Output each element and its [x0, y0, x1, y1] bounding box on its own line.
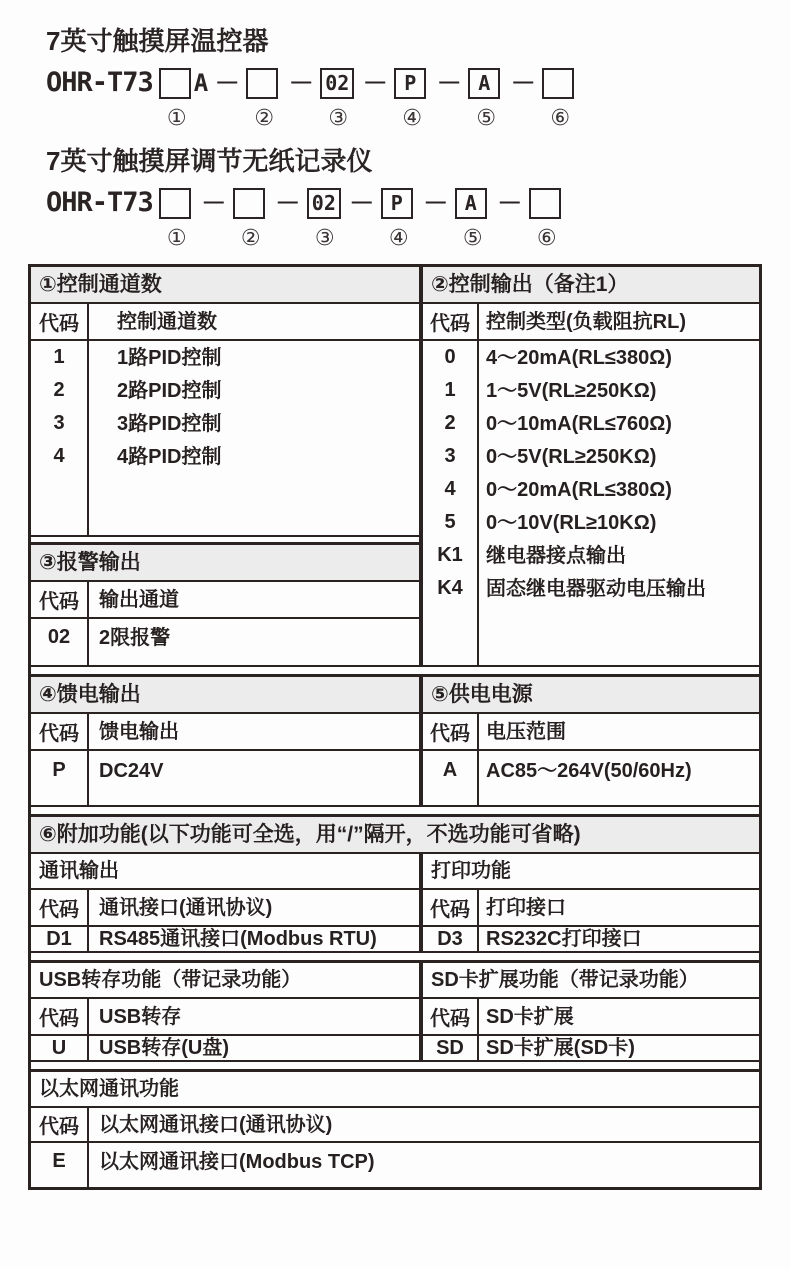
dash-separator: —	[291, 71, 312, 93]
empty-filler-row	[423, 605, 759, 665]
code-cell: 3	[31, 407, 89, 440]
panel-power-supply	[423, 674, 759, 805]
desc-header-cell: 通讯接口(通讯协议)	[99, 896, 273, 919]
section-gap	[31, 807, 759, 814]
code-header-cell: 代码	[31, 890, 89, 925]
panel-control-channels	[31, 267, 423, 665]
table-row	[423, 506, 759, 539]
desc-cell: 4路PID控制	[117, 445, 222, 468]
table-header-row	[423, 304, 759, 341]
product-title-1: 7英寸触摸屏温控器	[46, 26, 269, 56]
table-header-row	[31, 890, 419, 927]
section-6-band: ⑥附加功能(以下功能可全选，用“/”隔开，不选功能可省略)	[31, 814, 759, 854]
code-header-cell: 代码	[31, 304, 89, 339]
section-comm-print	[31, 854, 759, 953]
table-row	[31, 751, 419, 805]
code-header-cell: 代码	[31, 582, 89, 617]
table-row	[423, 927, 759, 951]
desc-cell: 2限报警	[99, 627, 171, 649]
model-box-3: 02	[320, 68, 354, 99]
table-row	[423, 539, 759, 572]
table-row	[423, 374, 759, 407]
sd-function-subheader: SD卡扩展功能（带记录功能）	[423, 963, 759, 999]
model-segment-1	[159, 186, 195, 250]
code-cell: 3	[423, 440, 479, 473]
section-4-band: ④馈电输出	[31, 674, 419, 714]
table-header-row	[31, 304, 419, 341]
panel-print-function	[423, 854, 759, 951]
table-row	[423, 1036, 759, 1060]
section-3-band: ③报警输出	[31, 542, 419, 582]
segment-marker-2: ②	[240, 225, 261, 250]
dash-separator: —	[365, 71, 386, 93]
desc-cell: AC85～264V(50/60Hz)	[486, 760, 692, 782]
segment-marker-5: ⑤	[476, 105, 497, 130]
code-cell: 1	[423, 374, 479, 407]
segment-marker-6: ⑥	[550, 105, 571, 130]
code-cell: K1	[423, 539, 479, 572]
table-row	[423, 751, 759, 805]
table-row	[31, 341, 419, 374]
table-row	[31, 374, 419, 407]
empty-filler-row	[31, 473, 419, 537]
model-box-6	[529, 188, 561, 219]
code-header-cell: 代码	[423, 714, 479, 749]
code-cell: A	[423, 751, 479, 805]
table-header-row	[31, 582, 419, 619]
dash-separator: —	[351, 191, 372, 213]
ordering-code-table	[28, 264, 762, 1190]
desc-cell: USB转存(U盘)	[99, 1037, 229, 1059]
section-control	[31, 267, 759, 667]
table-header-row	[31, 999, 419, 1036]
code-cell: D1	[31, 927, 89, 951]
section-usb-sd	[31, 960, 759, 1062]
table-row	[31, 927, 419, 951]
model-box-suffix: A	[193, 69, 209, 97]
dash-separator: —	[277, 191, 298, 213]
section-gap	[31, 667, 759, 674]
desc-header-cell: 以太网通讯接口(通讯协议)	[99, 1113, 333, 1136]
table-row	[423, 572, 759, 605]
segment-marker-2: ②	[254, 105, 275, 130]
dash-separator: —	[513, 71, 534, 93]
desc-cell: 3路PID控制	[117, 412, 222, 435]
model-segment-3	[307, 186, 343, 250]
desc-cell: 4～20mA(RL≤380Ω)	[486, 346, 672, 369]
desc-cell: RS232C打印接口	[486, 928, 642, 950]
desc-cell: 2路PID控制	[117, 379, 222, 402]
desc-header-cell: 电压范围	[486, 720, 566, 743]
model-segment-4	[394, 66, 430, 130]
desc-cell: 0～10V(RL≥10KΩ)	[486, 511, 657, 534]
section-1-band: ①控制通道数	[31, 267, 419, 304]
model-segment-1	[159, 66, 208, 130]
desc-header-cell: 馈电输出	[99, 720, 179, 743]
code-cell: SD	[423, 1036, 479, 1060]
model-segment-5	[468, 66, 504, 130]
model-box-4: P	[381, 188, 413, 219]
model-code-row-1	[46, 66, 790, 130]
model-prefix: OHR-T73	[46, 67, 153, 98]
dash-separator: —	[217, 71, 238, 93]
model-box-3: 02	[307, 188, 341, 219]
code-cell: E	[31, 1143, 89, 1187]
code-cell: 02	[31, 619, 89, 665]
segment-marker-4: ④	[388, 225, 409, 250]
panel-feed-output	[31, 674, 423, 805]
code-cell: 2	[423, 407, 479, 440]
table-row	[31, 440, 419, 473]
model-segment-6	[542, 66, 578, 130]
code-cell: 2	[31, 374, 89, 407]
code-cell: U	[31, 1036, 89, 1060]
dash-separator: —	[439, 71, 460, 93]
product-title-2: 7英寸触摸屏调节无纸记录仪	[46, 146, 373, 176]
table-header-row	[423, 714, 759, 751]
desc-cell: RS485通讯接口(Modbus RTU)	[99, 928, 377, 950]
code-cell: K4	[423, 572, 479, 605]
model-box-5: A	[455, 188, 487, 219]
segment-marker-4: ④	[402, 105, 423, 130]
section-2-band: ②控制输出（备注1）	[423, 267, 759, 304]
code-cell: P	[31, 751, 89, 805]
table-row	[423, 407, 759, 440]
desc-cell: 继电器接点输出	[486, 544, 626, 567]
desc-cell: 0～20mA(RL≤380Ω)	[486, 478, 672, 501]
header-area	[46, 24, 790, 250]
desc-header-cell: 打印接口	[486, 896, 566, 919]
table-row	[31, 407, 419, 440]
desc-header-cell: USB转存	[99, 1005, 182, 1028]
segment-marker-1: ①	[166, 225, 187, 250]
desc-cell: 固态继电器驱动电压输出	[486, 577, 706, 600]
model-segment-5	[455, 186, 491, 250]
section-5-band: ⑤供电电源	[423, 674, 759, 714]
code-cell: 4	[423, 473, 479, 506]
section-gap	[31, 953, 759, 960]
desc-header-cell: 控制类型(负载阻抗RL)	[486, 310, 686, 333]
code-cell: 5	[423, 506, 479, 539]
section-power	[31, 674, 759, 807]
table-row	[31, 619, 419, 665]
dash-separator: —	[425, 191, 446, 213]
segment-marker-3: ③	[328, 105, 349, 130]
model-box-6	[542, 68, 574, 99]
desc-header-cell: 控制通道数	[117, 310, 217, 333]
model-code-row-2	[46, 186, 790, 250]
segment-marker-1: ①	[166, 105, 187, 130]
desc-cell: DC24V	[99, 760, 164, 782]
model-segment-2	[233, 186, 269, 250]
code-header-cell: 代码	[31, 1108, 89, 1141]
desc-cell: 1路PID控制	[117, 346, 222, 369]
code-cell: 1	[31, 341, 89, 374]
dash-separator: —	[499, 191, 520, 213]
code-header-cell: 代码	[423, 999, 479, 1034]
code-cell: 0	[423, 341, 479, 374]
model-box-1	[159, 68, 191, 99]
section-ethernet	[31, 1069, 759, 1187]
model-segment-3	[320, 66, 356, 130]
section-gap	[31, 1062, 759, 1069]
panel-control-output	[423, 267, 759, 665]
table-row	[423, 473, 759, 506]
desc-cell: 0～10mA(RL≤760Ω)	[486, 412, 672, 435]
ethernet-function-subheader: 以太网通讯功能	[31, 1069, 759, 1108]
table-header-row	[31, 714, 419, 751]
desc-cell: 0～5V(RL≥250KΩ)	[486, 445, 657, 468]
code-cell: D3	[423, 927, 479, 951]
table-header-row	[423, 999, 759, 1036]
desc-cell: SD卡扩展(SD卡)	[486, 1037, 635, 1059]
panel-sd-expansion	[423, 960, 759, 1060]
desc-cell: 1～5V(RL≥250KΩ)	[486, 379, 657, 402]
model-segment-2	[246, 66, 282, 130]
code-header-cell: 代码	[423, 304, 479, 339]
code-header-cell: 代码	[31, 714, 89, 749]
print-function-subheader: 打印功能	[423, 854, 759, 890]
desc-header-cell: 输出通道	[99, 588, 179, 611]
table-header-row	[423, 890, 759, 927]
table-row	[423, 341, 759, 374]
panel-comm-output	[31, 854, 423, 951]
table-header-row	[31, 1108, 759, 1143]
table-row	[423, 440, 759, 473]
model-box-1	[159, 188, 191, 219]
table-row	[31, 1143, 759, 1187]
model-box-2	[233, 188, 265, 219]
model-segment-6	[529, 186, 565, 250]
model-box-4: P	[394, 68, 426, 99]
model-box-2	[246, 68, 278, 99]
usb-function-subheader: USB转存功能（带记录功能）	[31, 963, 419, 999]
code-cell: 4	[31, 440, 89, 473]
desc-cell: 以太网通讯接口(Modbus TCP)	[99, 1151, 375, 1173]
desc-header-cell: SD卡扩展	[486, 1005, 574, 1028]
table-row	[31, 1036, 419, 1060]
dash-separator: —	[203, 191, 224, 213]
model-prefix: OHR-T73	[46, 187, 153, 218]
model-box-5: A	[468, 68, 500, 99]
segment-marker-6: ⑥	[536, 225, 557, 250]
comm-output-subheader: 通讯输出	[31, 854, 419, 890]
panel-usb-transfer	[31, 960, 423, 1060]
code-header-cell: 代码	[423, 890, 479, 925]
segment-marker-5: ⑤	[462, 225, 483, 250]
segment-marker-3: ③	[314, 225, 335, 250]
model-segment-4	[381, 186, 417, 250]
code-header-cell: 代码	[31, 999, 89, 1034]
